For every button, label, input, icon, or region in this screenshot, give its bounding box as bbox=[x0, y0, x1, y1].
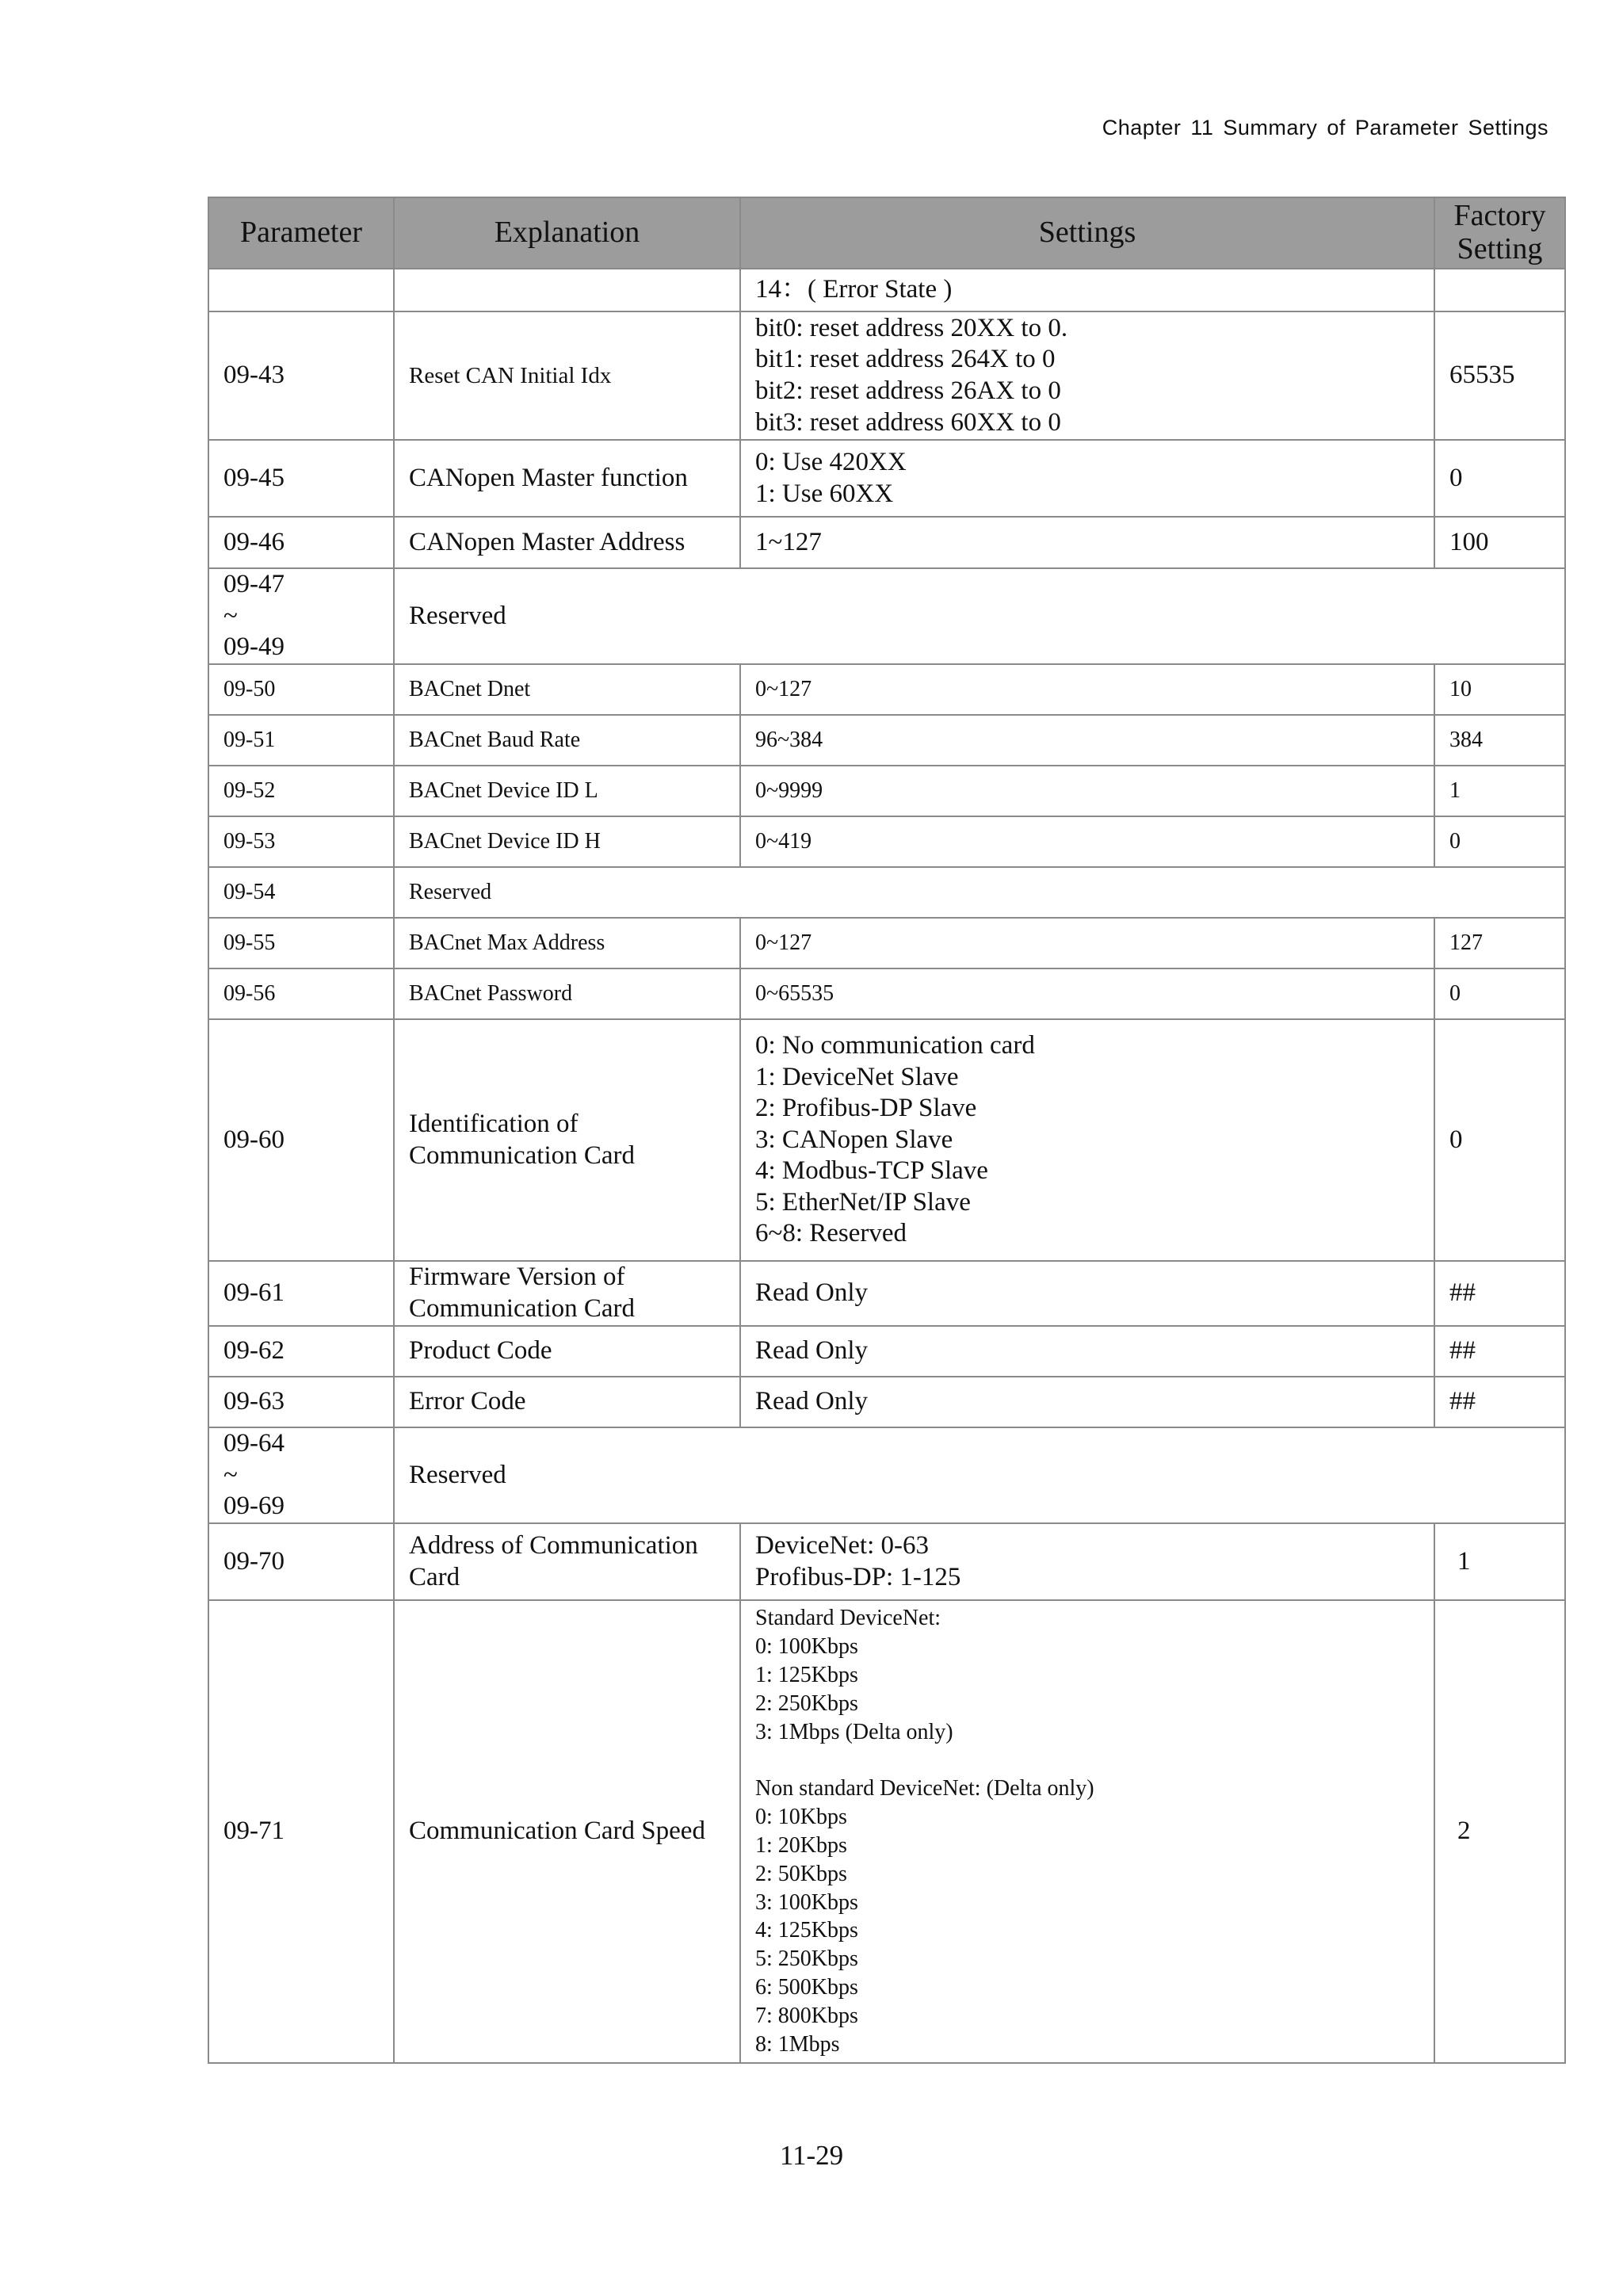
settings-cell: 0~65535 bbox=[740, 968, 1434, 1019]
settings-cell: 0~127 bbox=[740, 918, 1434, 968]
parameter-cell: 09-60 bbox=[208, 1019, 394, 1261]
parameter-cell: 09-64 ~ 09-69 bbox=[208, 1427, 394, 1523]
factory-cell: 0 bbox=[1434, 1019, 1565, 1261]
parameter-cell: 09-50 bbox=[208, 664, 394, 715]
page-number: 11-29 bbox=[779, 2140, 844, 2171]
settings-cell: 14：( Error State ) bbox=[740, 269, 1434, 311]
explanation-cell: BACnet Device ID L bbox=[394, 766, 740, 816]
factory-cell: 65535 bbox=[1434, 311, 1565, 440]
parameter-cell: 09-54 bbox=[208, 867, 394, 918]
settings-cell: 0: No communication card 1: DeviceNet Slave 2: Profibus-DP Slave 3: CANopen Slave 4: Modbus-TCP Slave 5: EtherNet/IP Slave 6~8: Reserved bbox=[740, 1019, 1434, 1261]
settings-cell: 0~419 bbox=[740, 816, 1434, 867]
table-row bbox=[208, 1377, 1565, 1427]
table-row bbox=[208, 664, 1565, 715]
factory-cell: 10 bbox=[1434, 664, 1565, 715]
settings-cell: 1~127 bbox=[740, 517, 1434, 568]
table-row bbox=[208, 968, 1565, 1019]
table-row bbox=[208, 517, 1565, 568]
page-header: Chapter 11 Summary of Parameter Settings bbox=[1102, 116, 1549, 139]
parameter-cell: 09-71 bbox=[208, 1600, 394, 2063]
parameter-cell: 09-46 bbox=[208, 517, 394, 568]
factory-cell: ## bbox=[1434, 1326, 1565, 1377]
explanation-cell: Address of Communication Card bbox=[394, 1523, 740, 1600]
explanation-cell: Reset CAN Initial Idx bbox=[394, 311, 740, 440]
table-header-row bbox=[208, 197, 1565, 269]
explanation-cell bbox=[394, 269, 740, 311]
explanation-cell: Identification of Communication Card bbox=[394, 1019, 740, 1261]
explanation-cell: BACnet Dnet bbox=[394, 664, 740, 715]
explanation-cell: Firmware Version of Communication Card bbox=[394, 1261, 740, 1326]
parameter-cell: 09-45 bbox=[208, 440, 394, 517]
parameter-cell: 09-55 bbox=[208, 918, 394, 968]
parameter-cell bbox=[208, 269, 394, 311]
parameter-cell: 09-70 bbox=[208, 1523, 394, 1600]
settings-cell: 0~127 bbox=[740, 664, 1434, 715]
factory-cell: ## bbox=[1434, 1377, 1565, 1427]
table-row bbox=[208, 766, 1565, 816]
table-row bbox=[208, 918, 1565, 968]
parameter-cell: 09-52 bbox=[208, 766, 394, 816]
parameter-cell: 09-51 bbox=[208, 715, 394, 766]
explanation-cell: Product Code bbox=[394, 1326, 740, 1377]
table-row bbox=[208, 269, 1565, 311]
explanation-cell: BACnet Password bbox=[394, 968, 740, 1019]
reserved-cell: Reserved bbox=[394, 1427, 1565, 1523]
explanation-cell: Communication Card Speed bbox=[394, 1600, 740, 2063]
explanation-cell: Error Code bbox=[394, 1377, 740, 1427]
header-factory-setting: Factory Setting bbox=[1434, 197, 1565, 269]
settings-cell: Read Only bbox=[740, 1326, 1434, 1377]
parameter-cell: 09-53 bbox=[208, 816, 394, 867]
explanation-cell: BACnet Device ID H bbox=[394, 816, 740, 867]
parameter-cell: 09-61 bbox=[208, 1261, 394, 1326]
parameter-cell: 09-43 bbox=[208, 311, 394, 440]
factory-cell: 384 bbox=[1434, 715, 1565, 766]
table-row-reserved bbox=[208, 568, 1565, 664]
factory-cell: 1 bbox=[1434, 766, 1565, 816]
table-row-reserved bbox=[208, 867, 1565, 918]
table-row bbox=[208, 311, 1565, 440]
table-row bbox=[208, 1261, 1565, 1326]
table-row bbox=[208, 715, 1565, 766]
table-row bbox=[208, 440, 1565, 517]
factory-cell: 2 bbox=[1434, 1600, 1565, 2063]
factory-cell: 1 bbox=[1434, 1523, 1565, 1600]
settings-cell: Standard DeviceNet: 0: 100Kbps 1: 125Kbps 2: 250Kbps 3: 1Mbps (Delta only) Non standard DeviceNet: (Delta only) 0: 10Kbps 1: 20Kbps 2: 50Kbps 3: 100Kbps 4: 125Kbps 5: 250Kbps 6: 500Kbps 7: 800Kbps 8: 1Mbps bbox=[740, 1600, 1434, 2063]
factory-cell: 0 bbox=[1434, 816, 1565, 867]
header-explanation: Explanation bbox=[394, 197, 740, 269]
settings-cell: 0: Use 420XX 1: Use 60XX bbox=[740, 440, 1434, 517]
factory-cell: 0 bbox=[1434, 440, 1565, 517]
table-row bbox=[208, 1019, 1565, 1261]
factory-cell: ## bbox=[1434, 1261, 1565, 1326]
settings-cell: 0~9999 bbox=[740, 766, 1434, 816]
reserved-cell: Reserved bbox=[394, 568, 1565, 664]
parameter-cell: 09-47 ~ 09-49 bbox=[208, 568, 394, 664]
table-row bbox=[208, 1600, 1565, 2063]
parameter-cell: 09-62 bbox=[208, 1326, 394, 1377]
table-row bbox=[208, 1523, 1565, 1600]
factory-cell bbox=[1434, 269, 1565, 311]
explanation-cell: CANopen Master function bbox=[394, 440, 740, 517]
settings-cell: Read Only bbox=[740, 1377, 1434, 1427]
header-settings: Settings bbox=[740, 197, 1434, 269]
explanation-cell: CANopen Master Address bbox=[394, 517, 740, 568]
factory-cell: 100 bbox=[1434, 517, 1565, 568]
settings-cell: DeviceNet: 0-63 Profibus-DP: 1-125 bbox=[740, 1523, 1434, 1600]
parameter-table bbox=[208, 197, 1566, 2064]
reserved-cell: Reserved bbox=[394, 867, 1565, 918]
parameter-cell: 09-56 bbox=[208, 968, 394, 1019]
table-row bbox=[208, 1326, 1565, 1377]
settings-cell: bit0: reset address 20XX to 0. bit1: reset address 264X to 0 bit2: reset address 26AX to 0 bit3: reset address 60XX to 0 bbox=[740, 311, 1434, 440]
factory-cell: 127 bbox=[1434, 918, 1565, 968]
settings-cell: 96~384 bbox=[740, 715, 1434, 766]
factory-cell: 0 bbox=[1434, 968, 1565, 1019]
parameter-cell: 09-63 bbox=[208, 1377, 394, 1427]
explanation-cell: BACnet Max Address bbox=[394, 918, 740, 968]
settings-cell: Read Only bbox=[740, 1261, 1434, 1326]
table-row bbox=[208, 816, 1565, 867]
header-parameter: Parameter bbox=[208, 197, 394, 269]
explanation-cell: BACnet Baud Rate bbox=[394, 715, 740, 766]
table-row-reserved bbox=[208, 1427, 1565, 1523]
